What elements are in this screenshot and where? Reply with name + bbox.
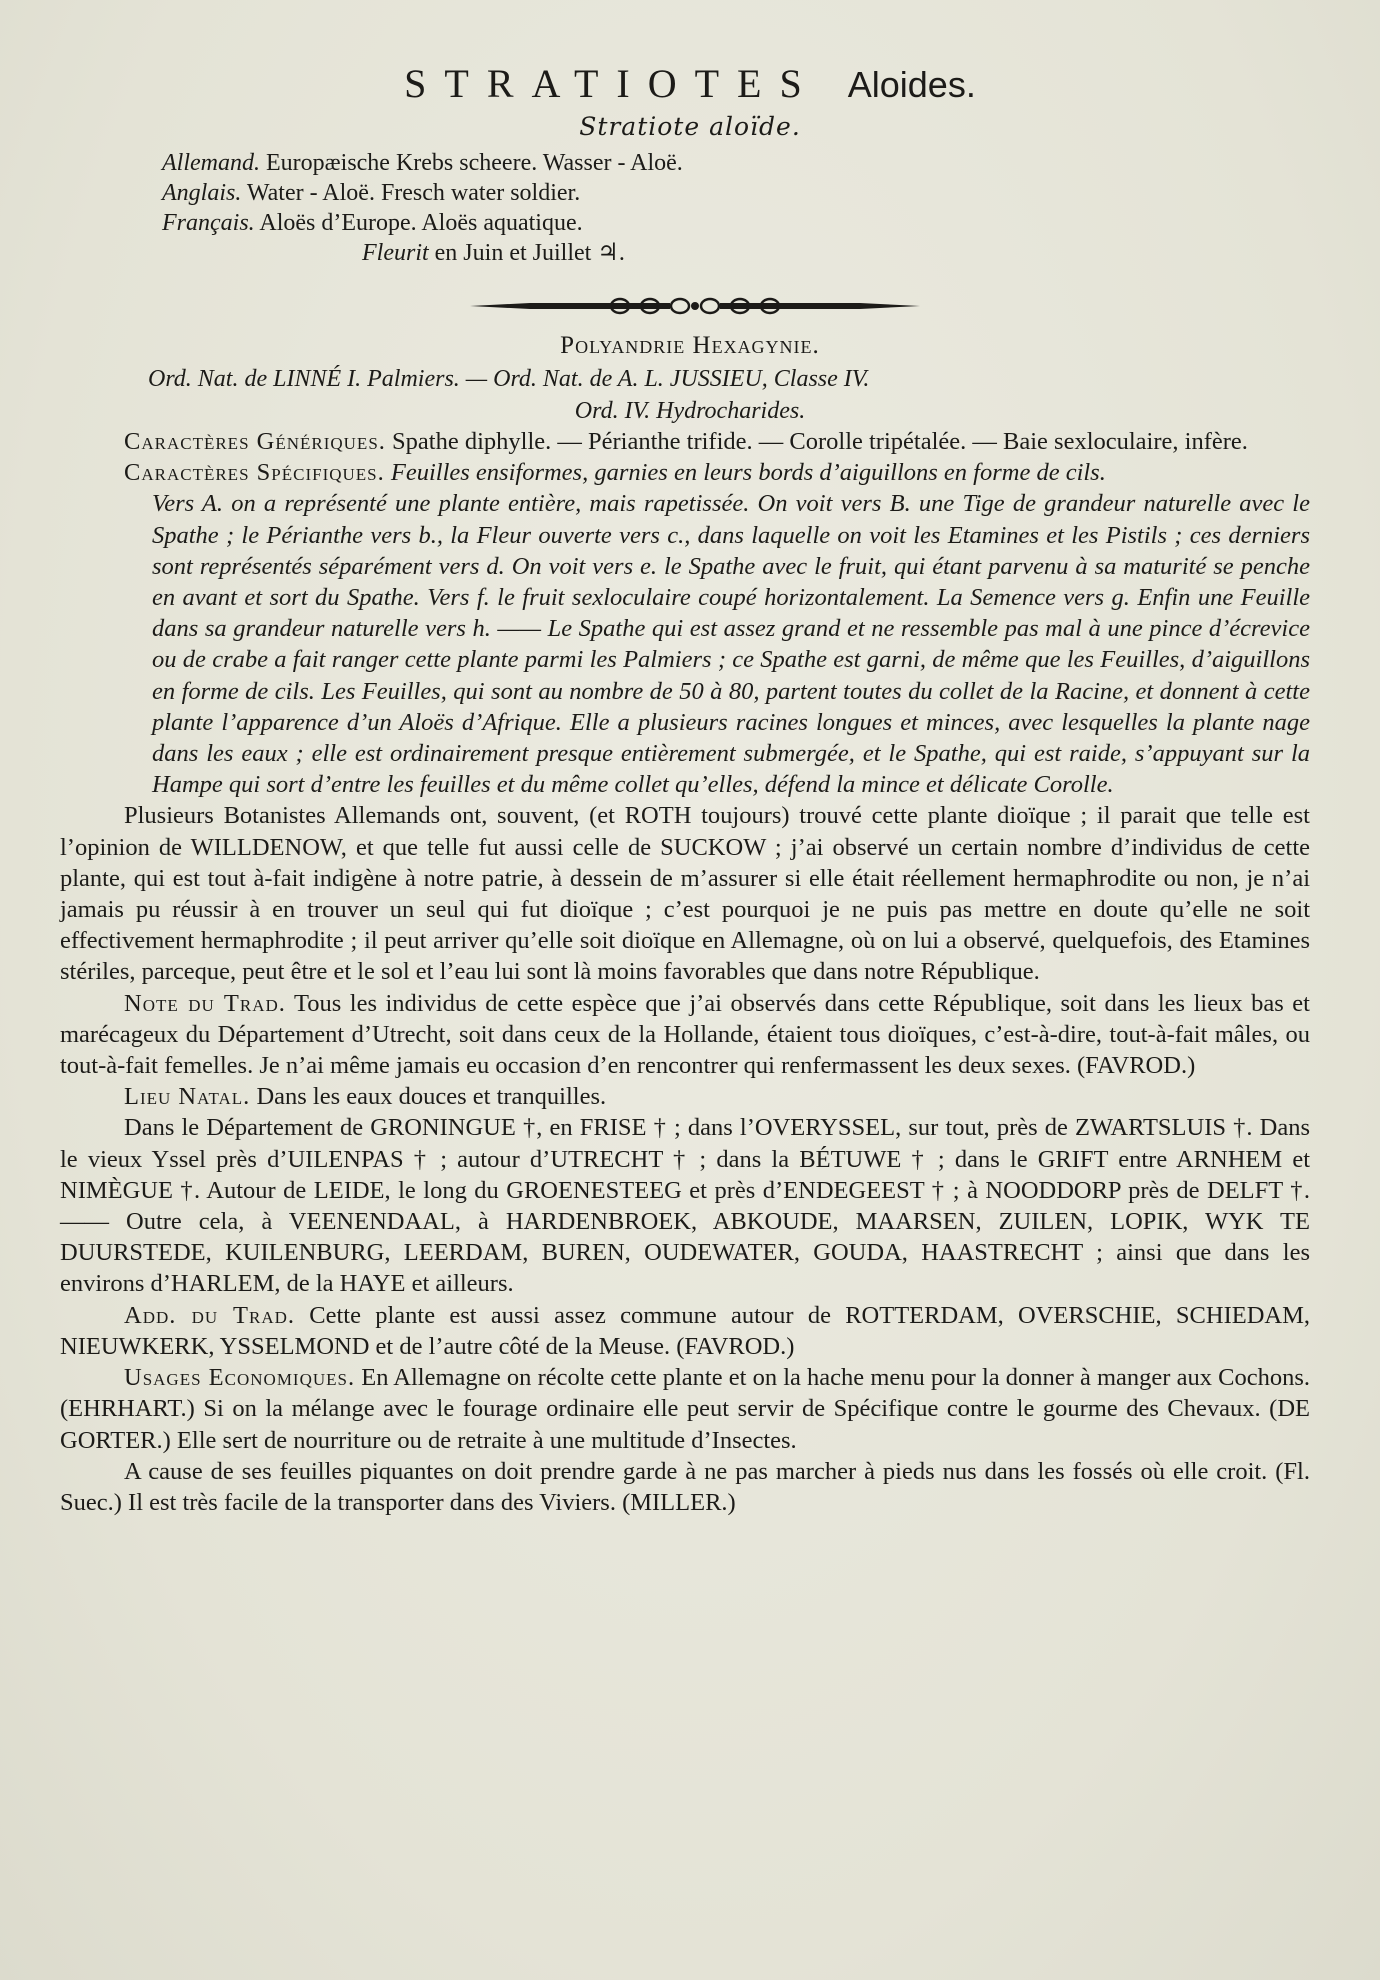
flowering-label: Fleurit <box>362 240 429 266</box>
section-text: Dans les eaux douces et tranquilles. <box>256 1083 607 1111</box>
section-text: En Allemagne on récolte cette plante et on la hache menu pour la donner à manger aux Cochons. (EHRHART.) Si on la mélange avec le fourage ordinaire elle peut servir de Spécifique contre le gourme des Chevaux. (DE GORTER.) Elle sert de nourriture ou de retraite à une multitude d’Insectes. <box>60 1364 1310 1454</box>
section-text: Tous les individus de cette espèce que j’ai observés dans cette République, soit dans les lieux bas et marécageux du Département d’Utrecht, soit dans ceux de la Hollande, étaient tous dioïques, c’est-à-dire, tout-à-fait mâles, ou tout-à-fait femelles. Je n’ai même jamais eu occasion d’en rencontrer qui renfermassent les deux sexes. (FAVROD.) <box>60 989 1310 1080</box>
ornamental-rule <box>470 294 920 318</box>
specific-characters <box>60 457 1310 488</box>
caution-paragraph: A cause de ses feuilles piquantes on doit prendre garde à ne pas marcher à pieds nus dans les fossés où elle croit. (Fl. Suec.) Il est très facile de la transporter dans des Viviers. (MILLER.) <box>60 1457 1310 1516</box>
section-label: Lieu Natal. <box>124 1083 251 1111</box>
habitat <box>60 1081 1310 1112</box>
genus-name: STRATIOTES <box>404 61 820 106</box>
class-heading: Polyandrie Hexagynie. <box>560 332 820 359</box>
vernacular-english <box>162 178 683 208</box>
economic-uses <box>60 1362 1310 1456</box>
french-name: Stratiote aloïde. <box>579 112 801 141</box>
language-label: Allemand. <box>162 150 260 176</box>
generic-characters <box>60 426 1310 457</box>
vernacular-text: Aloës d’Europe. Aloës aquatique. <box>259 210 583 236</box>
vernacular-text: Europæische Krebs scheere. Wasser - Aloë. <box>265 150 683 176</box>
plate-description: Vers A. on a représenté une plante entière, mais rapetissée. On voit vers B. une Tige de grandeur naturelle avec le Spathe ; le Périanthe vers b., la Fleur ouverte vers c., dans laquelle on voit les Etamines et les Pistils ; ces derniers sont représentés séparément vers d. On voit vers e. le Spathe avec le fruit, qui étant parvenu à sa maturité se penche en avant et sort du Spathe. Vers f. le fruit sexloculaire coupé horizontalement. La Semence vers g. Enfin une Feuille dans sa grandeur naturelle vers h. —— Le Spathe qui est assez grand et ne ressemble pas mal à une pince d’écrevice ou de crabe a fait ranger cette plante parmi les Palmiers ; ce Spathe est garni, de même que les Feuilles, d’aiguillons en forme de cils. Les Feuilles, qui sont au nombre de 50 à 80, partent toutes du collet de la Racine, et donnent à cette plante l’apparence d’un Aloës d’Afrique. Elle a plusieurs racines longues et minces, avec lesquelles la plante nage dans les eaux ; elle est ordinairement presque entièrement submergée, et le Spathe, qui est raide, s’appuyant sur la Hampe qui sort d’entre les feuilles et du même collet qu’elles, défend la mince et délicate Corolle. <box>152 490 1310 799</box>
linnaean-class <box>0 332 1380 360</box>
localities: Dans le Département de GRONINGUE †, en FRISE † ; dans l’OVERYSSEL, sur tout, près de ZWARTSLUIS †. Dans le vieux Yssel près d’UILENPAS † ; autour d’UTRECHT † ; dans la BÉTUWE † ; dans le GRIFT entre ARNHEM et NIMÈGUE †. Autour de LEIDE, le long du GROENESTEEG et près d’ENDEGEEST † ; à NOODDORP près de DELFT †. —— Outre cela, à VEENENDAAL, à HARDENBROEK, ABKOUDE, MAARSEN, ZUILEN, LOPIK, WYK TE DUURSTEDE, KUILENBURG, LEERDAM, BUREN, OUDEWATER, GOUDA, HAASTRECHT ; ainsi que dans les environs d’HARLEM, de la HAYE et ailleurs. <box>60 1114 1310 1298</box>
flowering-period <box>162 238 683 268</box>
section-label: Caractères Génériques. <box>124 428 386 455</box>
section-text: Feuilles ensiformes, garnies en leurs bords d’aiguillons en forme de cils. <box>390 459 1106 487</box>
section-label: Usages Economiques. <box>124 1364 356 1392</box>
vernacular-french <box>162 208 683 238</box>
translator-addition <box>60 1300 1310 1362</box>
section-text: Cette plante est aussi assez commune autour de ROTTERDAM, OVERSCHIE, SCHIEDAM, NIEUWKERK, YSSELMOND et de l’autre côté de la Meuse. (FAVROD.) <box>60 1301 1310 1360</box>
translator-note <box>60 988 1310 1082</box>
section-text: Spathe diphylle. — Périanthe trifide. — Corolle tripétalée. — Baie sexloculaire, infère. <box>392 428 1248 455</box>
section-label: Caractères Spécifiques. <box>124 459 385 487</box>
order-jussieu: Ord. IV. Hydrocharides. <box>574 398 806 424</box>
section-label: Add. du Trad. <box>124 1301 295 1329</box>
flowering-text: en Juin et Juillet ♃. <box>434 240 625 266</box>
language-label: Anglais. <box>162 180 242 206</box>
body-text <box>60 426 1310 1518</box>
page-title <box>0 60 1380 107</box>
order-linne-jussieu: Ord. Nat. de LINNÉ I. Palmiers. — Ord. Nat. de A. L. JUSSIEU, Classe IV. <box>148 366 870 392</box>
vernacular-german <box>162 148 683 178</box>
vernacular-text: Water - Aloë. Fresch water soldier. <box>246 180 581 206</box>
dioecy-paragraph: Plusieurs Botanistes Allemands ont, souvent, (et ROTH toujours) trouvé cette plante dioïque ; il parait que telle est l’opinion de WILLDENOW, et que telle fut aussi celle de SUCKOW ; j’ai observé un certain nombre d’individus de cette plante, qui est tout à-fait indigène à notre patrie, à dessein de m’assurer si elle était réellement hermaphrodite ou non, je n’ai jamais pu réussir à en trouver un seul qui fut dioïque ; c’est pourquoi je ne puis pas mettre en doute qu’elle ne soit effectivement hermaphrodite ; il peut arriver qu’elle soit dioïque en Allemagne, où on lui a observé, quelquefois, des Etamines stériles, parceque, peut être et le sol et l’eau lui sont là moins favorables que dans notre République. <box>60 802 1310 986</box>
vernacular-names <box>162 148 683 268</box>
language-label: Français. <box>162 210 255 236</box>
species-name: Aloides. <box>847 64 976 105</box>
section-label: Note du Trad. <box>124 989 286 1017</box>
